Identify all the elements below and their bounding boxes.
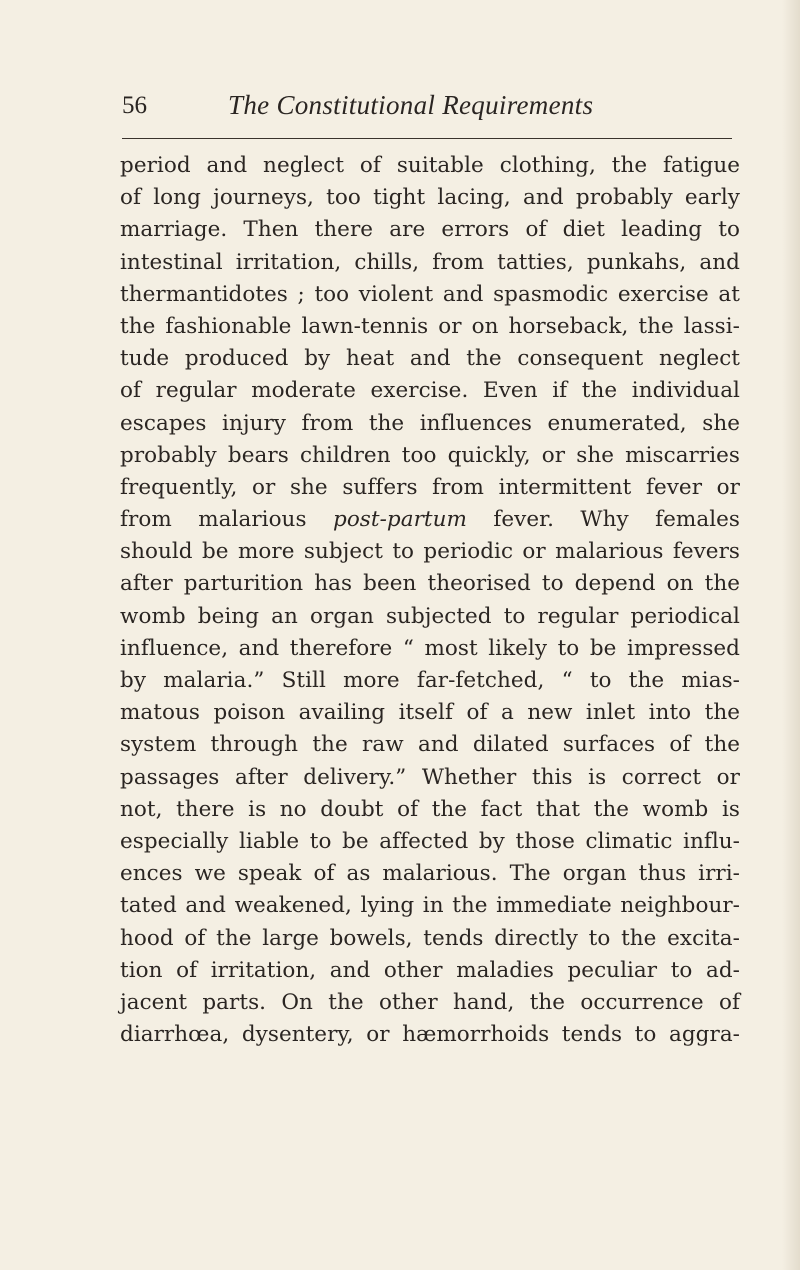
text-line: marriage. Then there are errors of diet leading to: [120, 217, 740, 243]
text-line: probably bears children too quickly, or she miscarries: [120, 442, 740, 468]
text-line: tated and weakened, lying in the immediate neighbour-: [120, 893, 740, 919]
text-line: passages after delivery.” Whether this is correct or: [120, 764, 740, 790]
text-line: jacent parts. On the other hand, the occurrence of: [120, 989, 740, 1015]
page-edge-shadow: [782, 0, 800, 1270]
page-header: [122, 88, 732, 128]
text-line: escapes injury from the influences enumerated, she: [120, 410, 740, 436]
text-line-with-italic: [120, 504, 740, 536]
text-line: after parturition has been theorised to depend on the: [120, 571, 740, 597]
text-line: period and neglect of suitable clothing, the fatigue: [120, 153, 740, 178]
text-line: influence, and therefore “ most likely to be impressed: [120, 635, 740, 661]
text-line: especially liable to be affected by those climatic influ-: [120, 828, 740, 854]
text-line: thermantidotes ; too violent and spasmodic exercise at: [120, 281, 740, 307]
text-line: diarrhœa, dysentery, or hæmorrhoids tends to aggra-: [120, 1022, 740, 1048]
running-title: The Constitutional Requirements: [228, 90, 594, 120]
text-line: tude produced by heat and the consequent neglect: [120, 346, 740, 372]
text-line: womb being an organ subjected to regular periodical: [120, 603, 740, 629]
text-line: matous poison availing itself of a new inlet into the: [120, 700, 740, 726]
text-fragment: from malarious: [120, 507, 333, 533]
text-line: frequently, or she suffers from intermittent fever or: [120, 474, 740, 500]
text-line: ences we speak of as malarious. The organ thus irri-: [120, 861, 740, 887]
text-line: of long journeys, too tight lacing, and probably early: [120, 185, 740, 211]
text-line: by malaria.” Still more far-fetched, “ to the mias-: [120, 668, 740, 693]
text-line: hood of the large bowels, tends directly to the excita-: [120, 925, 740, 951]
text-line: not, there is no doubt of the fact that the womb is: [120, 796, 740, 822]
text-line: system through the raw and dilated surfaces of the: [120, 732, 740, 758]
header-rule: [122, 138, 732, 139]
text-line: of regular moderate exercise. Even if the individual: [120, 378, 740, 404]
text-line: the fashionable lawn-tennis or on horseback, the lassi-: [120, 313, 740, 339]
body-text: [120, 150, 740, 1051]
text-line: tion of irritation, and other maladies peculiar to ad-: [120, 957, 740, 983]
italic-phrase: post-partum: [333, 507, 467, 533]
text-line: should be more subject to periodic or malarious fevers: [120, 539, 740, 565]
text-fragment: fever. Why females: [466, 507, 740, 533]
page-number: 56: [122, 92, 147, 119]
text-line: intestinal irritation, chills, from tatties, punkahs, and: [120, 249, 740, 275]
